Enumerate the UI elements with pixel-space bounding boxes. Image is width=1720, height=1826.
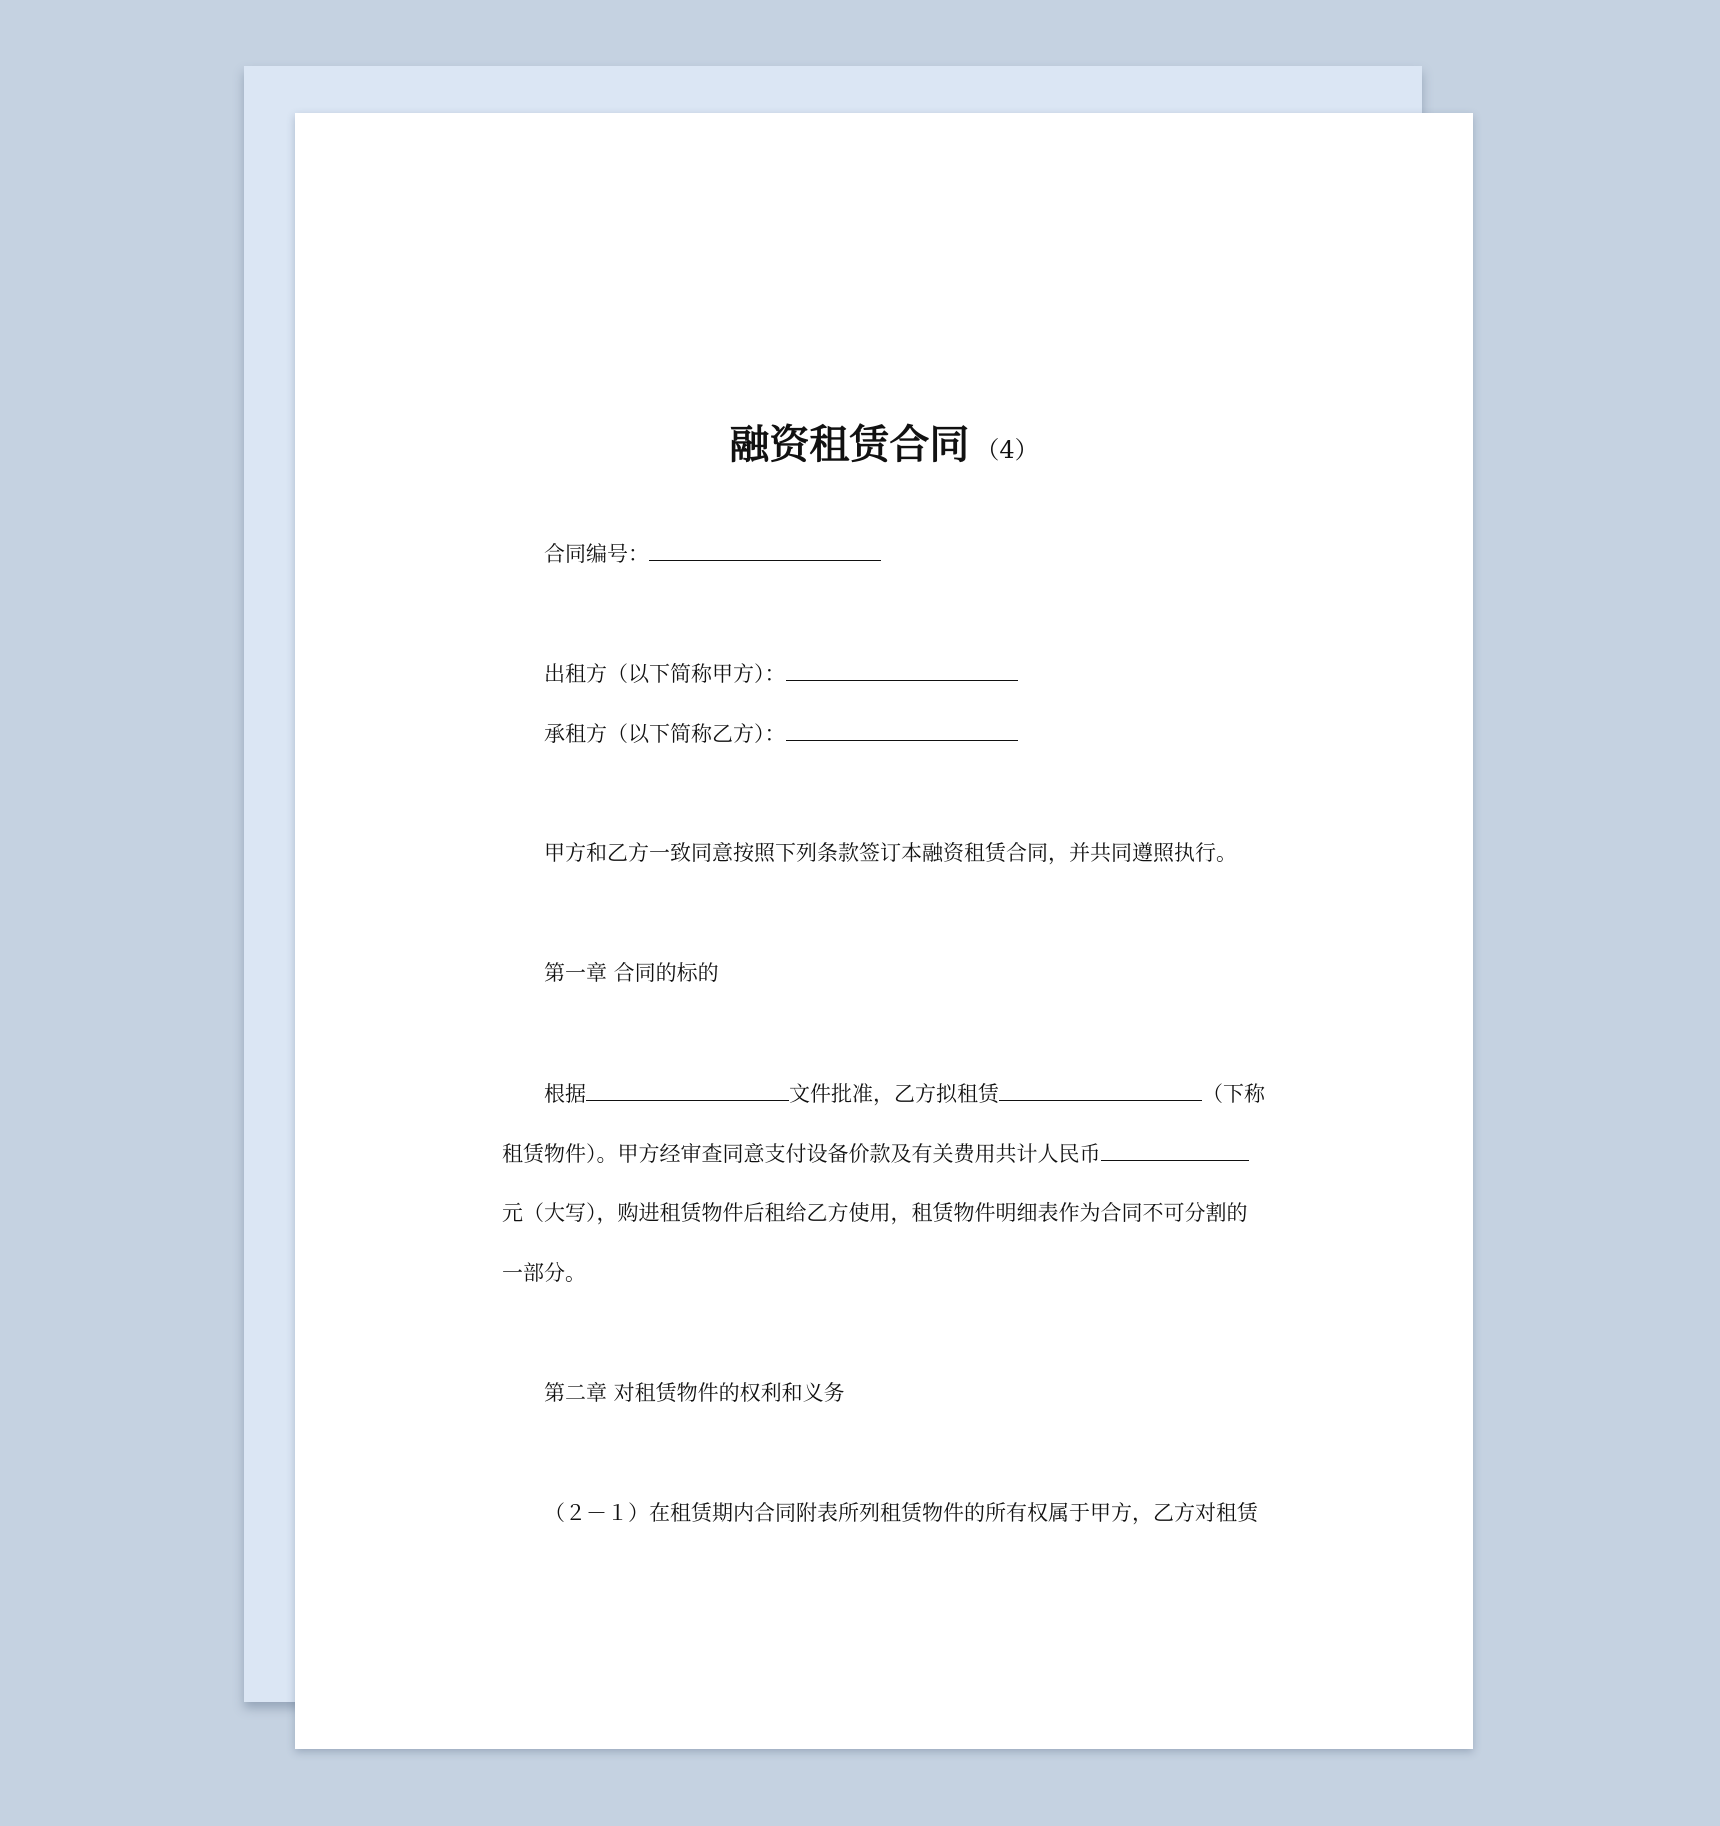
lessor-blank [786,658,1018,681]
document-title [295,413,1473,470]
lessee-label: 承租方（以下简称乙方）： [544,722,786,746]
lessor-label: 出租方（以下简称甲方）： [544,662,786,686]
ch1-text-a: 根据 [544,1082,586,1106]
chapter-1-line-1 [544,1078,1265,1109]
ch1-text-c: （下称 [1202,1082,1265,1106]
chapter-1-heading: 第一章 合同的标的 [544,961,719,985]
chapter-1-line-4: 一部分。 [502,1261,586,1285]
chapter-1-line-2 [502,1138,1249,1169]
lessee-blank [786,718,1018,741]
lessee-line [544,718,1018,749]
contract-number-line [544,538,881,569]
chapter-2-heading: 第二章 对租赁物件的权利和义务 [544,1381,845,1405]
ch1-text-b: 文件批准，乙方拟租赁 [789,1082,999,1106]
contract-number-label: 合同编号： [544,542,649,566]
intro-paragraph: 甲方和乙方一致同意按照下列条款签订本融资租赁合同，并共同遵照执行。 [544,841,1237,865]
title-suffix: （4） [975,436,1039,464]
chapter-2-line-1: （２－１）在租赁期内合同附表所列租赁物件的所有权属于甲方，乙方对租赁 [544,1501,1258,1525]
amount-blank [1101,1138,1249,1161]
title-text: 融资租赁合同 [729,422,970,468]
ch1-text-d: 租赁物件）。甲方经审查同意支付设备价款及有关费用共计人民币 [502,1142,1101,1166]
document-page [295,113,1473,1749]
lessor-line [544,658,1018,689]
chapter-1-line-3: 元（大写），购进租赁物件后租给乙方使用，租赁物件明细表作为合同不可分割的 [502,1201,1248,1225]
leased-item-blank [999,1078,1202,1101]
approval-doc-blank [586,1078,789,1101]
contract-number-blank [649,538,881,561]
